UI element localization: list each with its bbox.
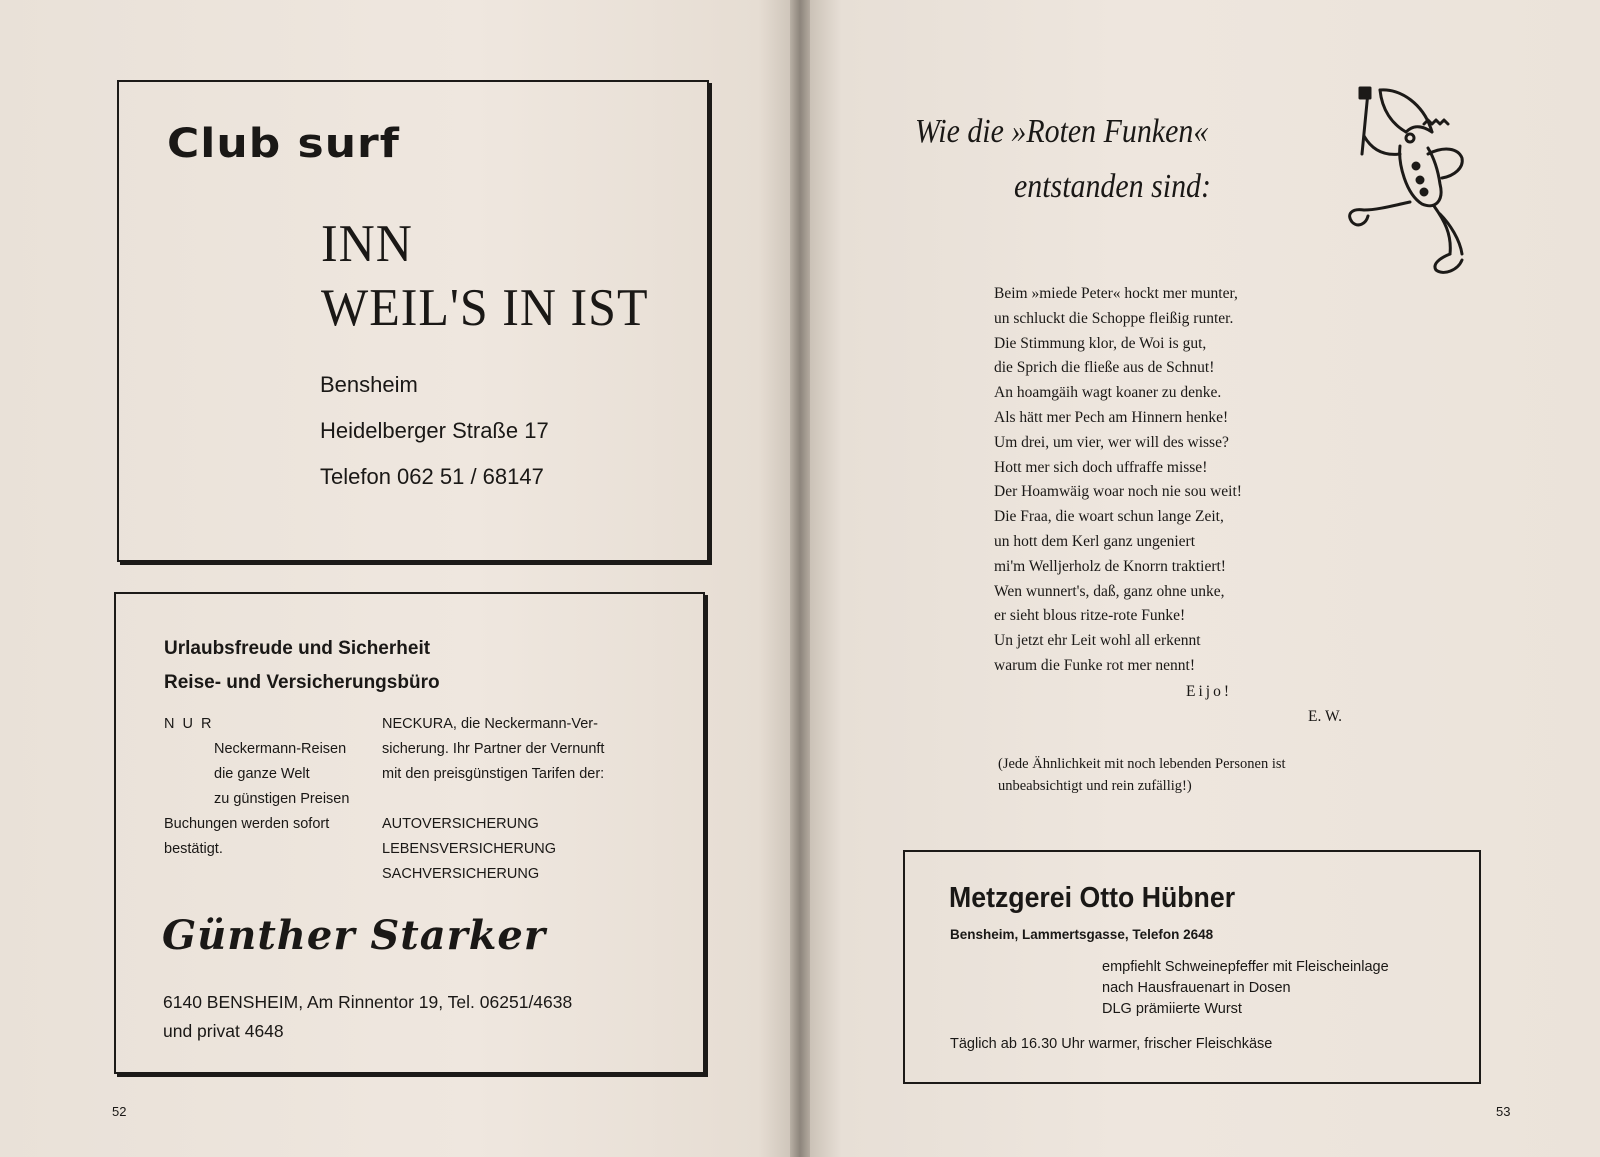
page-number-left: 52: [112, 1104, 127, 1119]
butcher-daily: Täglich ab 16.30 Uhr warmer, frischer Fleischkäse: [950, 1036, 1273, 1052]
travel-left-line: Buchungen werden sofort: [164, 816, 330, 832]
right-page: [810, 0, 1600, 1157]
poem-title-line2: entstanden sind:: [1014, 168, 1211, 205]
insurance-type: LEBENSVERSICHERUNG: [382, 841, 557, 857]
slogan-line2: WEIL'S IN IST: [321, 277, 649, 337]
book-gutter: [790, 0, 810, 1157]
insurance-type: SACHVERSICHERUNG: [382, 866, 540, 882]
page-number-right: 53: [1496, 1104, 1511, 1119]
club-phone: Telefon 062 51 / 68147: [320, 464, 544, 489]
travel-right-line: mit den preisgünstigen Tarifen der:: [382, 766, 605, 782]
poem-line: Der Hoamwäig woar noch nie sou weit!: [994, 483, 1242, 501]
poem-closing: Eijo!: [1186, 683, 1232, 700]
poem-author: E. W.: [1308, 708, 1343, 725]
travel-right-line: sicherung. Ihr Partner der Vernunft: [382, 741, 605, 757]
butcher-offer: DLG prämiierte Wurst: [1102, 1001, 1242, 1017]
poem-line: An hoamgäih wagt koaner zu denke.: [994, 384, 1222, 402]
travel-private-phone: und privat 4648: [163, 1021, 284, 1041]
poem-line: Als hätt mer Pech am Hinnern henke!: [994, 408, 1229, 426]
poem-line: Die Stimmung klor, de Woi is gut,: [994, 334, 1207, 352]
disclaimer-line2: unbeabsichtigt und rein zufällig!): [998, 778, 1192, 794]
travel-address: 6140 BENSHEIM, Am Rinnentor 19, Tel. 06251/4638: [163, 992, 573, 1012]
poem-line: Un jetzt ehr Leit wohl all erkennt: [994, 632, 1201, 650]
poem-line: warum die Funke rot mer nennt!: [994, 656, 1196, 674]
club-surf-ad: [117, 80, 709, 562]
signature-guenther-starker: Günther Starker: [162, 912, 546, 959]
jester-illustration: [1340, 84, 1500, 284]
butcher-offer: nach Hausfrauenart in Dosen: [1102, 980, 1291, 996]
slogan-line1: INN: [321, 213, 413, 273]
poem-line: er sieht blous ritze-rote Funke!: [994, 607, 1186, 625]
poem-line: Beim »miede Peter« hockt mer munter,: [994, 285, 1238, 302]
disclaimer-line1: (Jede Ähnlichkeit mit noch lebenden Personen ist: [998, 756, 1286, 772]
club-city: Bensheim: [320, 372, 418, 397]
poem-line: Um drei, um vier, wer will des wisse?: [994, 433, 1229, 451]
poem-line: Hott mer sich doch uffraffe misse!: [994, 458, 1208, 476]
travel-left-line: bestätigt.: [164, 841, 223, 857]
travel-right-line: NECKURA, die Neckermann-Ver-: [382, 716, 598, 732]
poem-line: Wen wunnert's, daß, ganz ohne unke,: [994, 582, 1225, 600]
travel-left-line: N U R: [164, 716, 214, 732]
travel-headline-2: Reise- und Versicherungsbüro: [164, 672, 440, 693]
poem: [994, 282, 1242, 679]
butcher-ad: [903, 850, 1481, 1084]
club-street: Heidelberger Straße 17: [320, 418, 549, 443]
travel-headline-1: Urlaubsfreude und Sicherheit: [164, 638, 431, 659]
butcher-offer: empfiehlt Schweinepfeffer mit Fleischeinlage: [1102, 959, 1389, 975]
travel-insurance-ad: [114, 592, 705, 1074]
travel-left-line: die ganze Welt: [214, 766, 310, 782]
poem-title-line1: Wie die »Roten Funken«: [915, 113, 1209, 150]
poem-line: die Sprich die fließe aus de Schnut!: [994, 359, 1215, 377]
butcher-name: Metzgerei Otto Hübner: [949, 882, 1236, 914]
left-page: [0, 0, 790, 1157]
butcher-address: Bensheim, Lammertsgasse, Telefon 2648: [950, 927, 1214, 942]
travel-left-line: Neckermann-Reisen: [214, 741, 347, 757]
poem-line: un schluckt die Schoppe fleißig runter.: [994, 309, 1234, 327]
poem-line: mi'm Welljerholz de Knorrn traktiert!: [994, 557, 1226, 575]
travel-left-line: zu günstigen Preisen: [214, 791, 350, 807]
poem-line: Die Fraa, die woart schun lange Zeit,: [994, 508, 1224, 526]
club-title: Club surf: [167, 120, 400, 167]
insurance-type: AUTOVERSICHERUNG: [382, 816, 539, 832]
poem-line: un hott dem Kerl ganz ungeniert: [994, 532, 1196, 550]
